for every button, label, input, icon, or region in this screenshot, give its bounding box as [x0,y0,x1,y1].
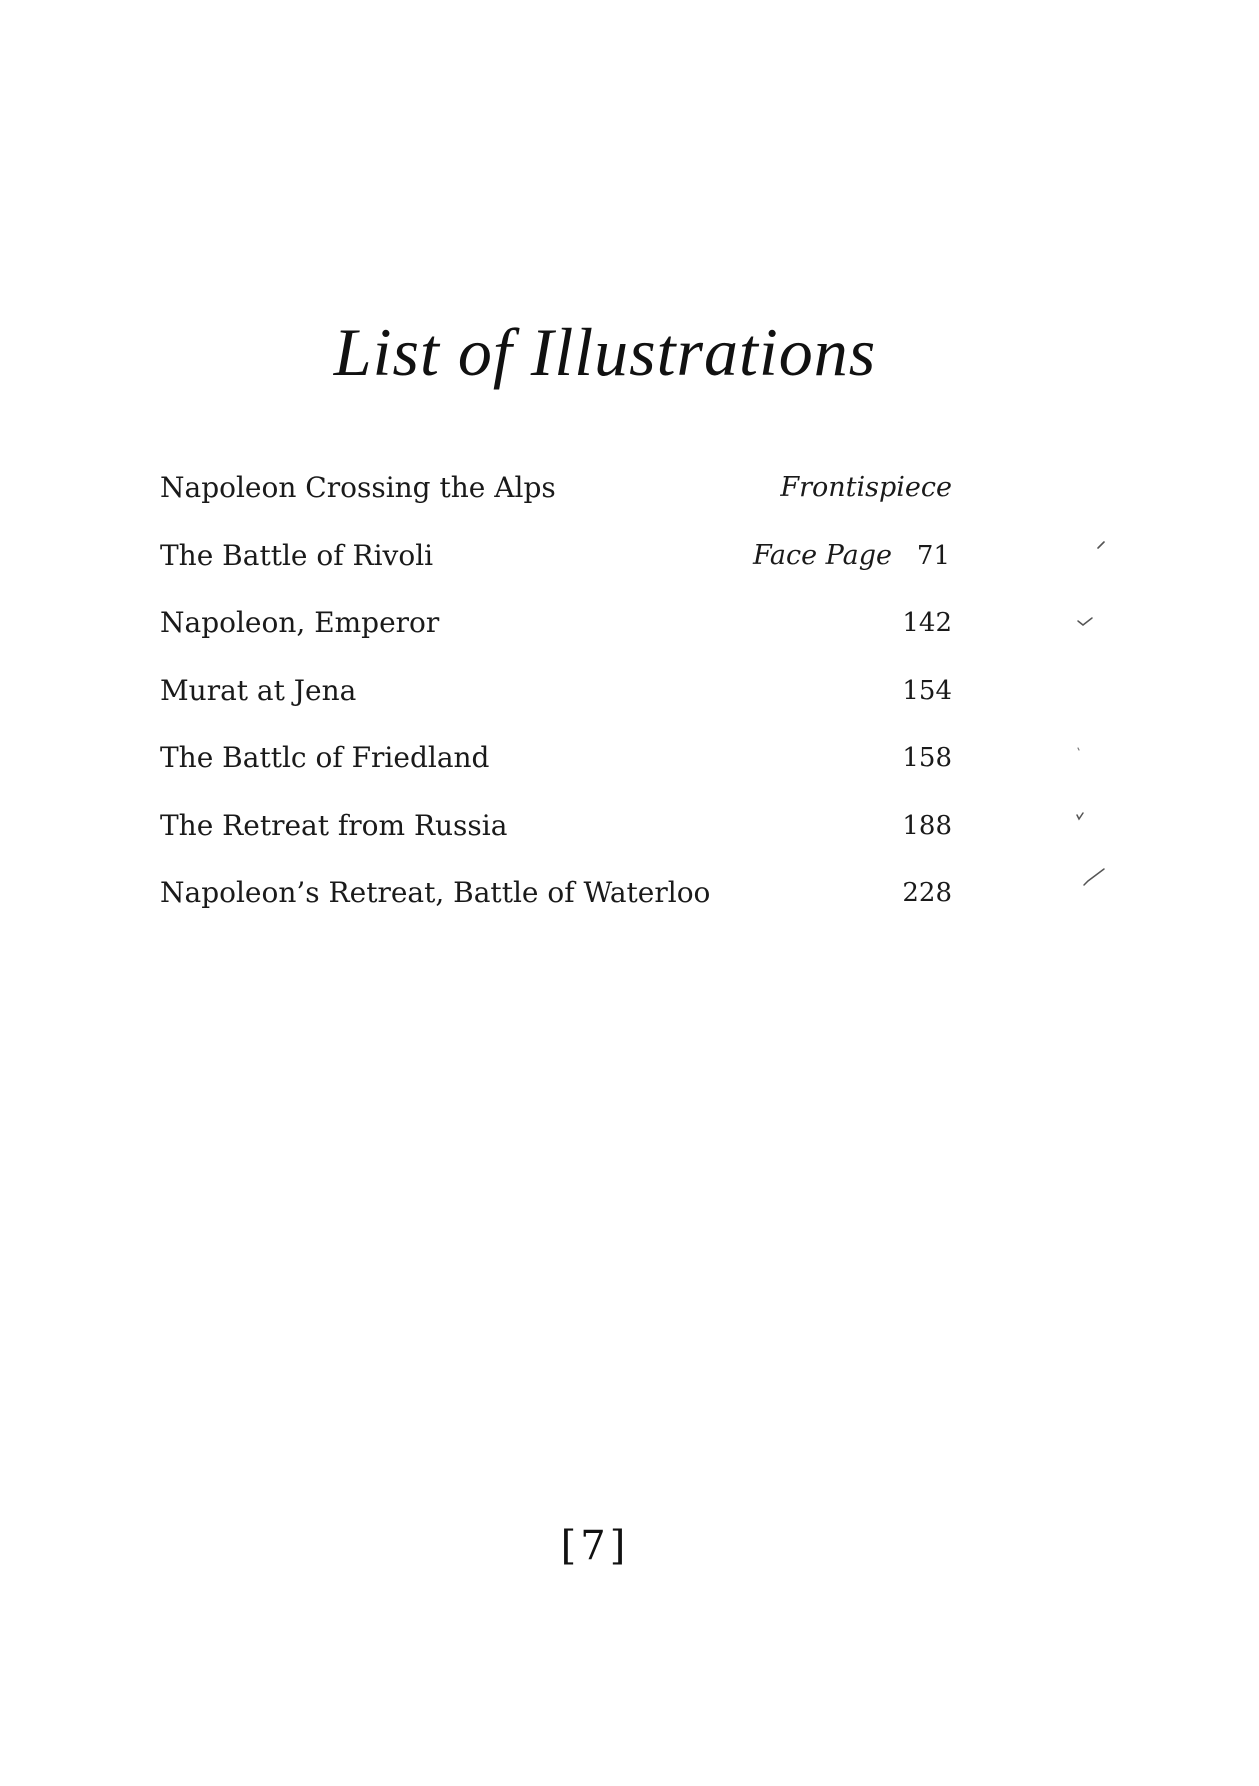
page-number: [7] [560,1523,630,1569]
illustration-page: Frontispiece [780,472,952,503]
illustrations-list [160,470,1060,943]
illustration-title: The Battlc of Friedland [160,741,490,774]
pencil-tick-mark [1078,530,1118,560]
list-item [160,470,1060,538]
list-item [160,808,1060,876]
illustration-title: Murat at Jena [160,673,357,707]
page-title: List of Illustrations [333,314,877,390]
illustration-title: The Retreat from Russia [160,808,508,842]
illustration-page: 71 [916,540,950,571]
illustration-title: Napoleon, Emperor [160,606,440,639]
list-item [160,605,1060,673]
pencil-tick-mark [1068,607,1108,637]
pencil-tick-mark [1066,804,1106,834]
list-item [160,740,1060,808]
list-item [160,538,1060,606]
pencil-tick-mark [1074,861,1114,891]
list-item [160,673,1060,741]
illustration-title: Napoleon Crossing the Alps [160,471,556,504]
illustration-title: Napoleon’s Retreat, Battle of Waterloo [160,876,711,909]
illustration-page: 228 [902,878,952,908]
illustration-title: The Battle of Rivoli [160,538,434,572]
illustration-page: 142 [902,608,952,638]
list-item [160,875,1060,943]
pencil-tick-mark [1066,736,1106,766]
illustration-page: 154 [902,675,952,706]
page-prefix: Face Page [753,539,892,571]
illustration-page: 158 [902,743,952,773]
illustration-page: 188 [902,810,952,841]
